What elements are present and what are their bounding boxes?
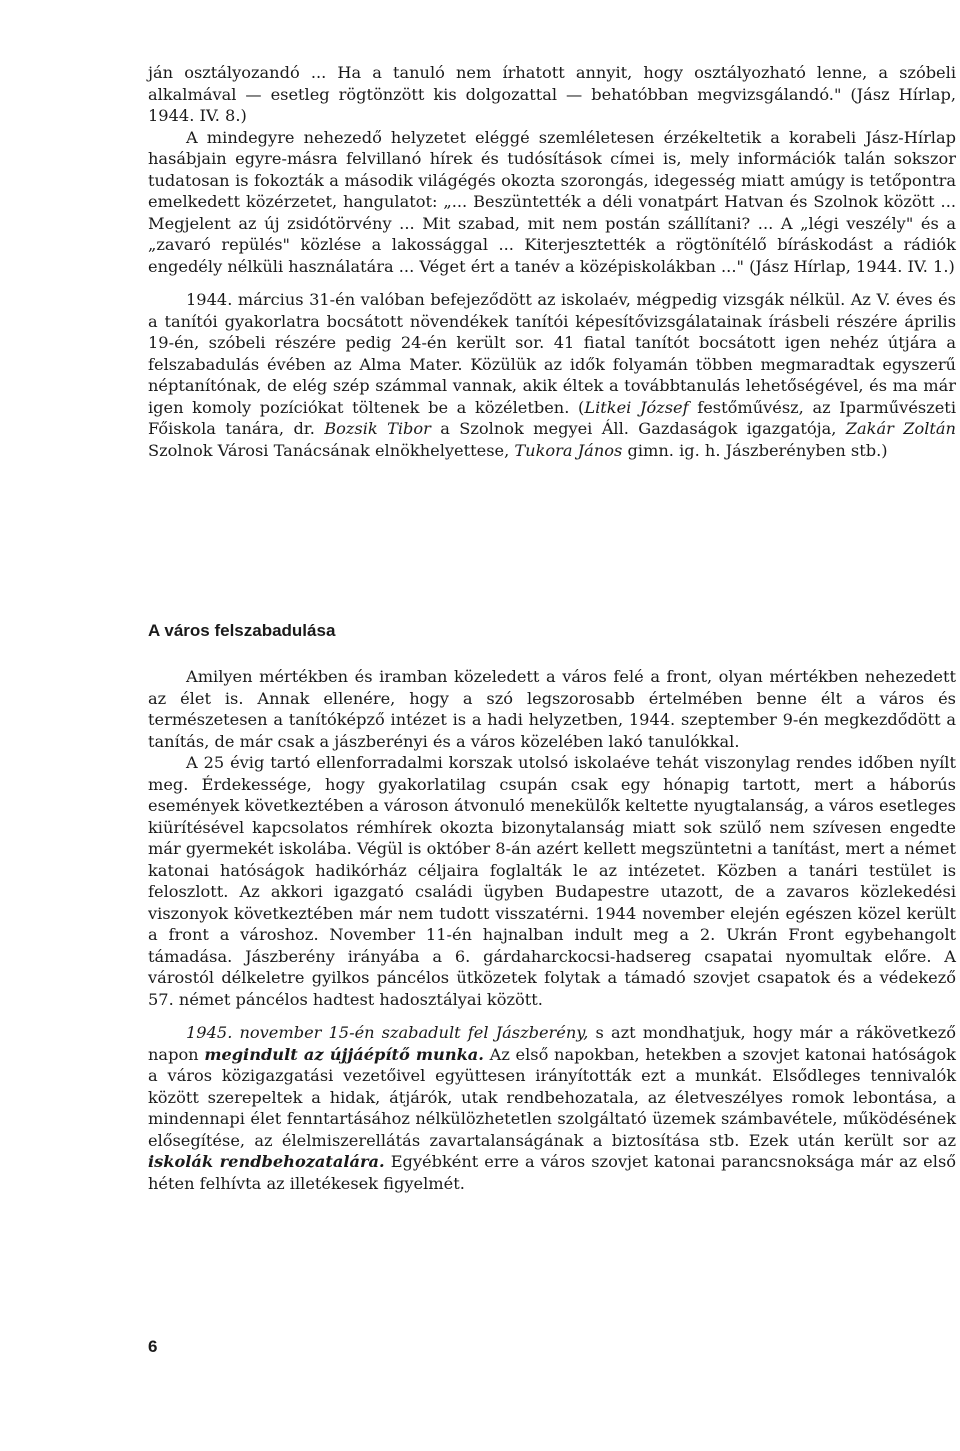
- page-body-top: [148, 62, 956, 461]
- paragraph-4: Amilyen mértékben és iramban közeledett a város felé a front, olyan mértékben nehezedett az élet is. Annak ellenére, hogy a szó legszorosabb értelmében benne élt a város és természetesen a tanítóképző intézet is a hadi helyzetben, 1944. szeptember 9-én megkezdődött a tanítás, de már csak a jászberényi és a város közelében lakó tanulókkal.: [148, 667, 956, 751]
- name-tukora: Tukora János: [514, 440, 623, 460]
- section-heading: A város felszabadulása: [148, 621, 336, 640]
- emphasis-reconstruction: megindult az újjáépítő munka.: [204, 1044, 484, 1064]
- emphasis-liberation: 1945. november 15-én szabadult fel Jászberény,: [186, 1023, 589, 1042]
- name-litkei: Litkei József: [584, 397, 689, 417]
- paragraph-3: 1944. március 31-én valóban befejeződött az iskolaév, mégpedig vizsgák nélkül. Az V. éves és a tanítói gyakorlatra bocsátott növendékek tanítói képesítővizsgálatainak írásbeli részére április 19-én, szóbeli részére pedig 24-én került sor. 41 fiatal tanítót bocsátott igen nehéz útjára a felszabadulás évében az Alma Mater. Közülük az idők folyamán többen megmaradtak egyszerű néptanítónak, de elég szép számmal vannak, akik éltek a továbbtanulás lehetőségével, és ma már igen komoly pozíciókat töltenek be a közéletben. (Litkei József festőművész, az Iparművészeti Főiskola tanára, dr. Bozsik Tibor a Szolnok megyei Áll. Gazdaságok igazgatója, Zakár Zoltán Szolnok Városi Tanácsának elnökhelyettese, Tukora János gimn. ig. h. Jászberényben stb.): [148, 290, 956, 460]
- paragraph-1: ján osztályozandó ... Ha a tanuló nem írhatott annyit, hogy osztályozható lenne, a szóbeli alkalmával — esetleg rögtönzött kis dolgozattal — behatóbban megvizsgálandó." (Jász Hírlap, 1944. IV. 8.): [148, 63, 956, 125]
- name-zakar: Zakár Zoltán: [845, 419, 956, 438]
- paragraph-6: 1945. november 15-én szabadult fel Jászberény, s azt mondhatjuk, hogy már a rákövetkező napon megindult az újjáépítő munka. Az első napokban, hetekben a szovjet katonai hatóságok a város közigazgatási vezetőivel együttesen irányították ezt a munkát. Elsődleges tennivalók között szerepeltek a hidak, átjárók, utak rendbehozatala, az életveszélyes romok lebontása, a mindennapi élet fenntartásához nélkülözhetetlen szolgáltató üzemek számbavétele, működésének elősegítése, az élelmiszerellátás zavartalanságának a biztosítása stb. Ezek után került sor az iskolák rendbehozatalára. Egyébként erre a város szovjet katonai parancsnoksága már az első héten felhívta az illetékesek figyelmét.: [148, 1023, 956, 1193]
- name-bozsik: Bozsik Tibor: [324, 419, 431, 438]
- page-body-bottom: [148, 666, 956, 1194]
- paragraph-5: A 25 évig tartó ellenforradalmi korszak utolsó iskolaéve tehát viszonylag rendes időben nyílt meg. Érdekessége, hogy gyakorlatilag csupán csak egy hónapig tartott, mert a háborús események következtében a városon átvonuló menekülők keltette nyugtalanság, a város esetleges kiürítésével kapcsolatos rémhírek okozta bizonytalanság miatt sok szülő nem szívesen engedte már gyermekét iskolába. Végül is október 8-án azért kellett megszüntetni a tanítást, mert a német katonai hatóságok hadikórház céljaira foglalták le az intézetet. Közben a tanári testület is feloszlott. Az akkori igazgató családi ügyben Budapestre utazott, de a zavaros közlekedési viszonyok következtében már nem tudott visszatérni. 1944 november elején egészen közel került a front a városhoz. November 11-én hajnalban indult meg a 2. Ukrán Front egybehangolt támadása. Jászberény irányába a 6. gárdaharckocsi-hadsereg csapatai nyomultak előre. A várostól délkeletre gyilkos páncélos ütközetek folytak a támadó szovjet csapatok és a védekező 57. német páncélos hadtest hadosztályai között.: [148, 753, 956, 1009]
- paragraph-2: A mindegyre nehezedő helyzetet eléggé szemléletesen érzékeltetik a korabeli Jász-Hírlap hasábjain egyre-másra felvillanó hírek és tudósítások címei is, mely információk talán sokszor tudatosan is fokozták a második világégés okozta szorongás, idegesség miatt amúgy is tetőpontra emelkedett közérzetet, hangulatot: „... Beszüntették a déli vonatpárt Hatvan és Szolnok között ... Megjelent az új zsidótörvény ... Mit szabad, mit nem postán szállítani? ... A „légi veszély" és a „zavaró repülés" közlése a lakossággal ... Kiterjesztették a rögtönítélő bíráskodást a rádiók engedély nélküli használatára ... Véget ért a tanév a középiskolákban ..." (Jász Hírlap, 1944. IV. 1.): [148, 127, 956, 276]
- emphasis-schools: iskolák rendbehozatalára.: [148, 1152, 385, 1171]
- page-number: 6: [148, 1337, 158, 1356]
